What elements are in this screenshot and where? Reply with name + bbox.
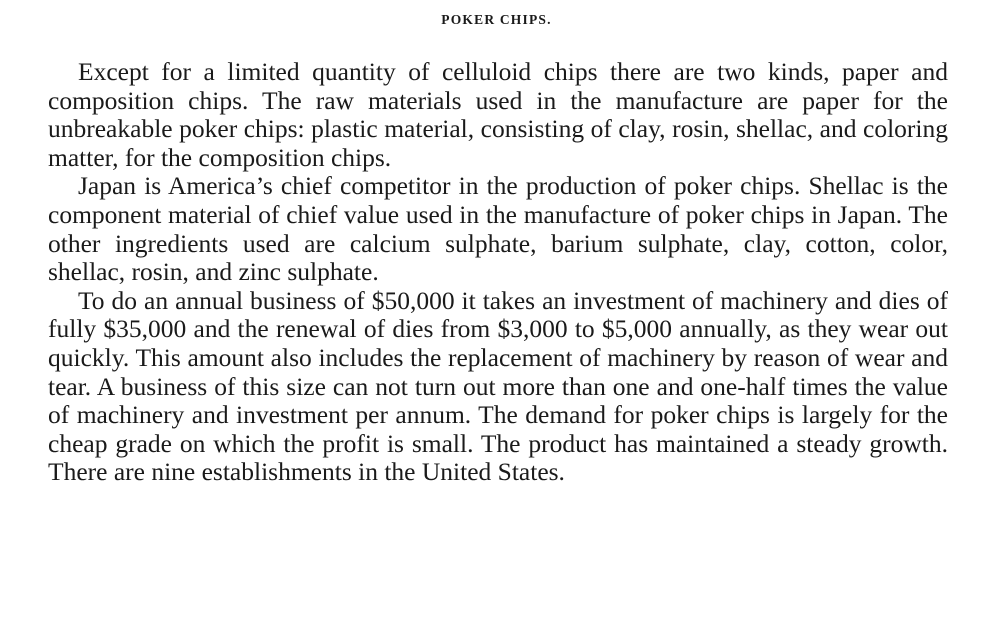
body-text xyxy=(48,58,948,487)
page-title: POKER CHIPS. xyxy=(441,12,552,27)
paragraph-2: Japan is America’s chief competitor in the production of poker chips. Shellac is the component material of chief value used in the manufacture of poker chips in Japan. The other ingredients used are calcium sulphate, barium sulphate, clay, cotton, color, shellac, rosin, and zinc sulphate. xyxy=(48,171,948,287)
paragraph-1: Except for a limited quantity of celluloid chips there are two kinds, paper and composition chips. The raw materials used in the manufacture are paper for the unbreakable poker chips: plastic material, consisting of clay, rosin, shellac, and coloring matter, for the composition chips. xyxy=(48,57,948,172)
paragraph-3: To do an annual business of $50,000 it takes an investment of machinery and dies of fully $35,000 and the renewal of dies from $3,000 to $5,000 annually, as they wear out quickly. This amount also includes the replacement of machinery by reason of wear and tear. A business of this size can not turn out more than one and one-half times the value of machinery and investment per annum. The demand for poker chips is largely for the cheap grade on which the profit is small. The product has maintained a steady growth. There are nine establishments in the United States. xyxy=(48,285,948,487)
